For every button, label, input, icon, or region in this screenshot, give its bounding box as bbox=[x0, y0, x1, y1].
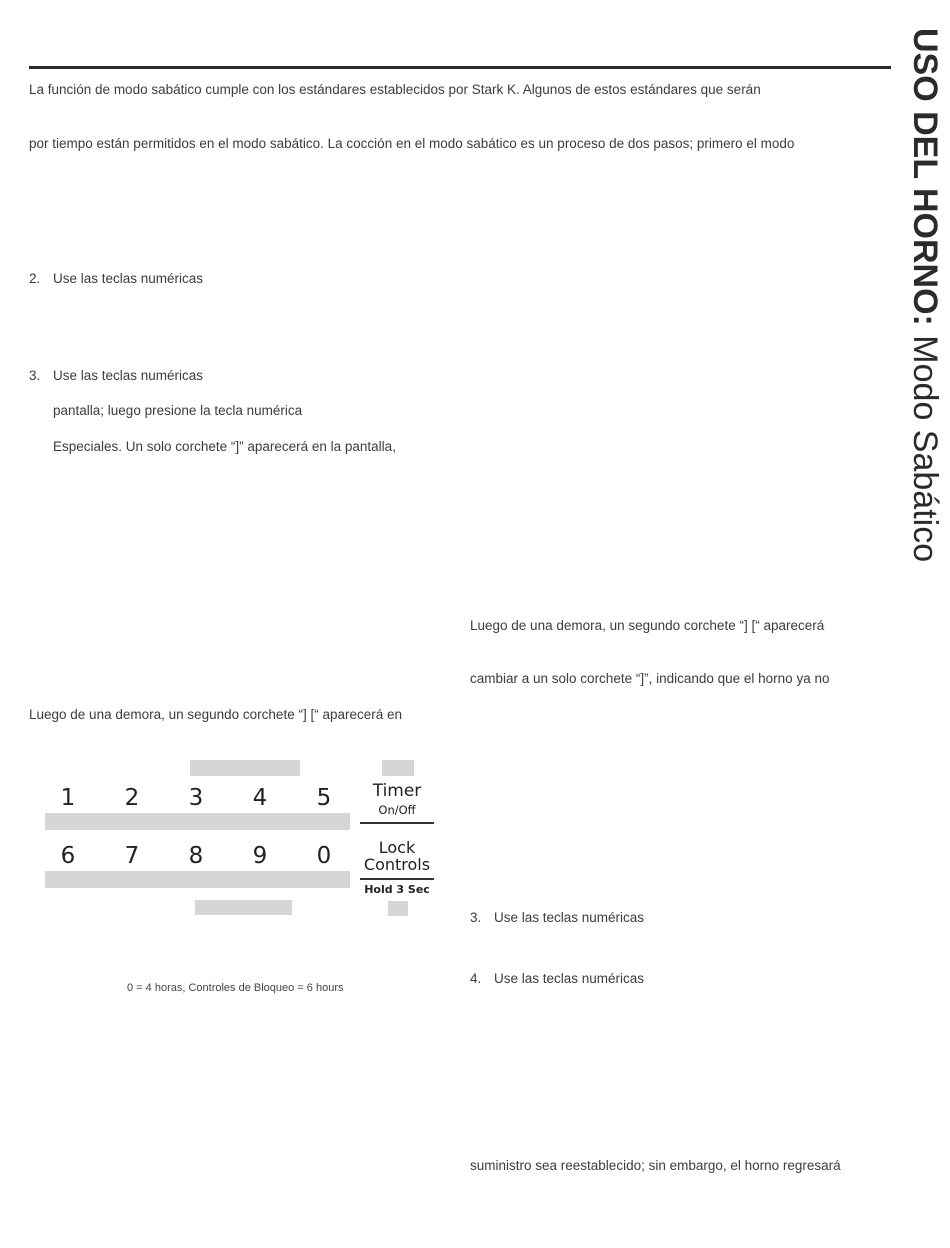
step-3-text: Use las teclas numéricas bbox=[53, 368, 204, 383]
keypad-highlight-bar-row1 bbox=[45, 813, 350, 830]
lock-key-label-2[interactable]: Controls bbox=[363, 855, 431, 874]
key-2[interactable]: 2 bbox=[124, 785, 140, 811]
right-step-3 bbox=[470, 910, 644, 925]
delay-text-right-2: cambiar a un solo corchete “]”, indicando que el horno ya no bbox=[470, 671, 830, 686]
right-step-3-text: Use las teclas numéricas bbox=[494, 910, 645, 925]
key-7[interactable]: 7 bbox=[124, 843, 140, 869]
step-3 bbox=[29, 368, 203, 383]
timer-key-sub: On/Off bbox=[378, 803, 416, 817]
step-3-number: 3. bbox=[29, 368, 41, 383]
lock-key-sub: Hold 3 Sec bbox=[364, 883, 430, 896]
key-6[interactable]: 6 bbox=[60, 843, 76, 869]
intro-line-2: por tiempo están permitidos en el modo sabático. La cocción en el modo sabático es un proceso de dos pasos; primero el modo bbox=[29, 136, 795, 151]
oven-keypad bbox=[40, 755, 440, 925]
step-3-line-2: pantalla; luego presione la tecla numérica bbox=[53, 403, 303, 418]
delay-text-left: Luego de una demora, un segundo corchete “] [“ aparecerá en bbox=[29, 707, 403, 722]
page-title-topic: Modo Sabático bbox=[906, 335, 944, 563]
key-4[interactable]: 4 bbox=[252, 785, 268, 811]
lock-underline bbox=[360, 878, 434, 880]
intro-line-1: La función de modo sabático cumple con los estándares establecidos por Stark K. Algunos de estos estándares que serán bbox=[29, 82, 761, 97]
key-9[interactable]: 9 bbox=[252, 843, 268, 869]
lock-key-label-1[interactable]: Lock bbox=[378, 838, 416, 857]
keypad-caption: 0 = 4 horas, Controles de Bloqueo = 6 hours bbox=[127, 982, 344, 994]
step-2-text: Use las teclas numéricas bbox=[53, 271, 204, 286]
step-2-number: 2. bbox=[29, 271, 41, 286]
step-3-line-3: Especiales. Un solo corchete “]” aparecerá en la pantalla, bbox=[53, 439, 396, 454]
keypad-highlight-bar-timer bbox=[382, 760, 414, 776]
keypad-highlight-bar-bottom bbox=[195, 900, 292, 915]
timer-underline bbox=[360, 822, 434, 824]
right-step-4-number: 4. bbox=[470, 971, 482, 986]
keypad-highlight-bar-top bbox=[190, 760, 300, 776]
key-8[interactable]: 8 bbox=[188, 843, 204, 869]
key-0[interactable]: 0 bbox=[316, 843, 332, 869]
right-step-4-text: Use las teclas numéricas bbox=[494, 971, 645, 986]
bottom-text: suministro sea reestablecido; sin embargo, el horno regresará bbox=[470, 1158, 841, 1173]
step-2 bbox=[29, 271, 203, 286]
page-title bbox=[908, 28, 942, 562]
delay-text-right-1: Luego de una demora, un segundo corchete “] [“ aparecerá bbox=[470, 618, 825, 633]
keypad-highlight-bar-row2 bbox=[45, 871, 350, 888]
right-step-3-number: 3. bbox=[470, 910, 482, 925]
timer-key-label[interactable]: Timer bbox=[372, 781, 422, 801]
key-3[interactable]: 3 bbox=[188, 785, 204, 811]
header-rule bbox=[29, 66, 891, 69]
key-1[interactable]: 1 bbox=[60, 785, 76, 811]
right-step-4 bbox=[470, 971, 644, 986]
keypad-highlight-bar-lock bbox=[388, 901, 408, 916]
key-5[interactable]: 5 bbox=[316, 785, 332, 811]
page-title-section: USO DEL HORNO: bbox=[906, 28, 944, 326]
